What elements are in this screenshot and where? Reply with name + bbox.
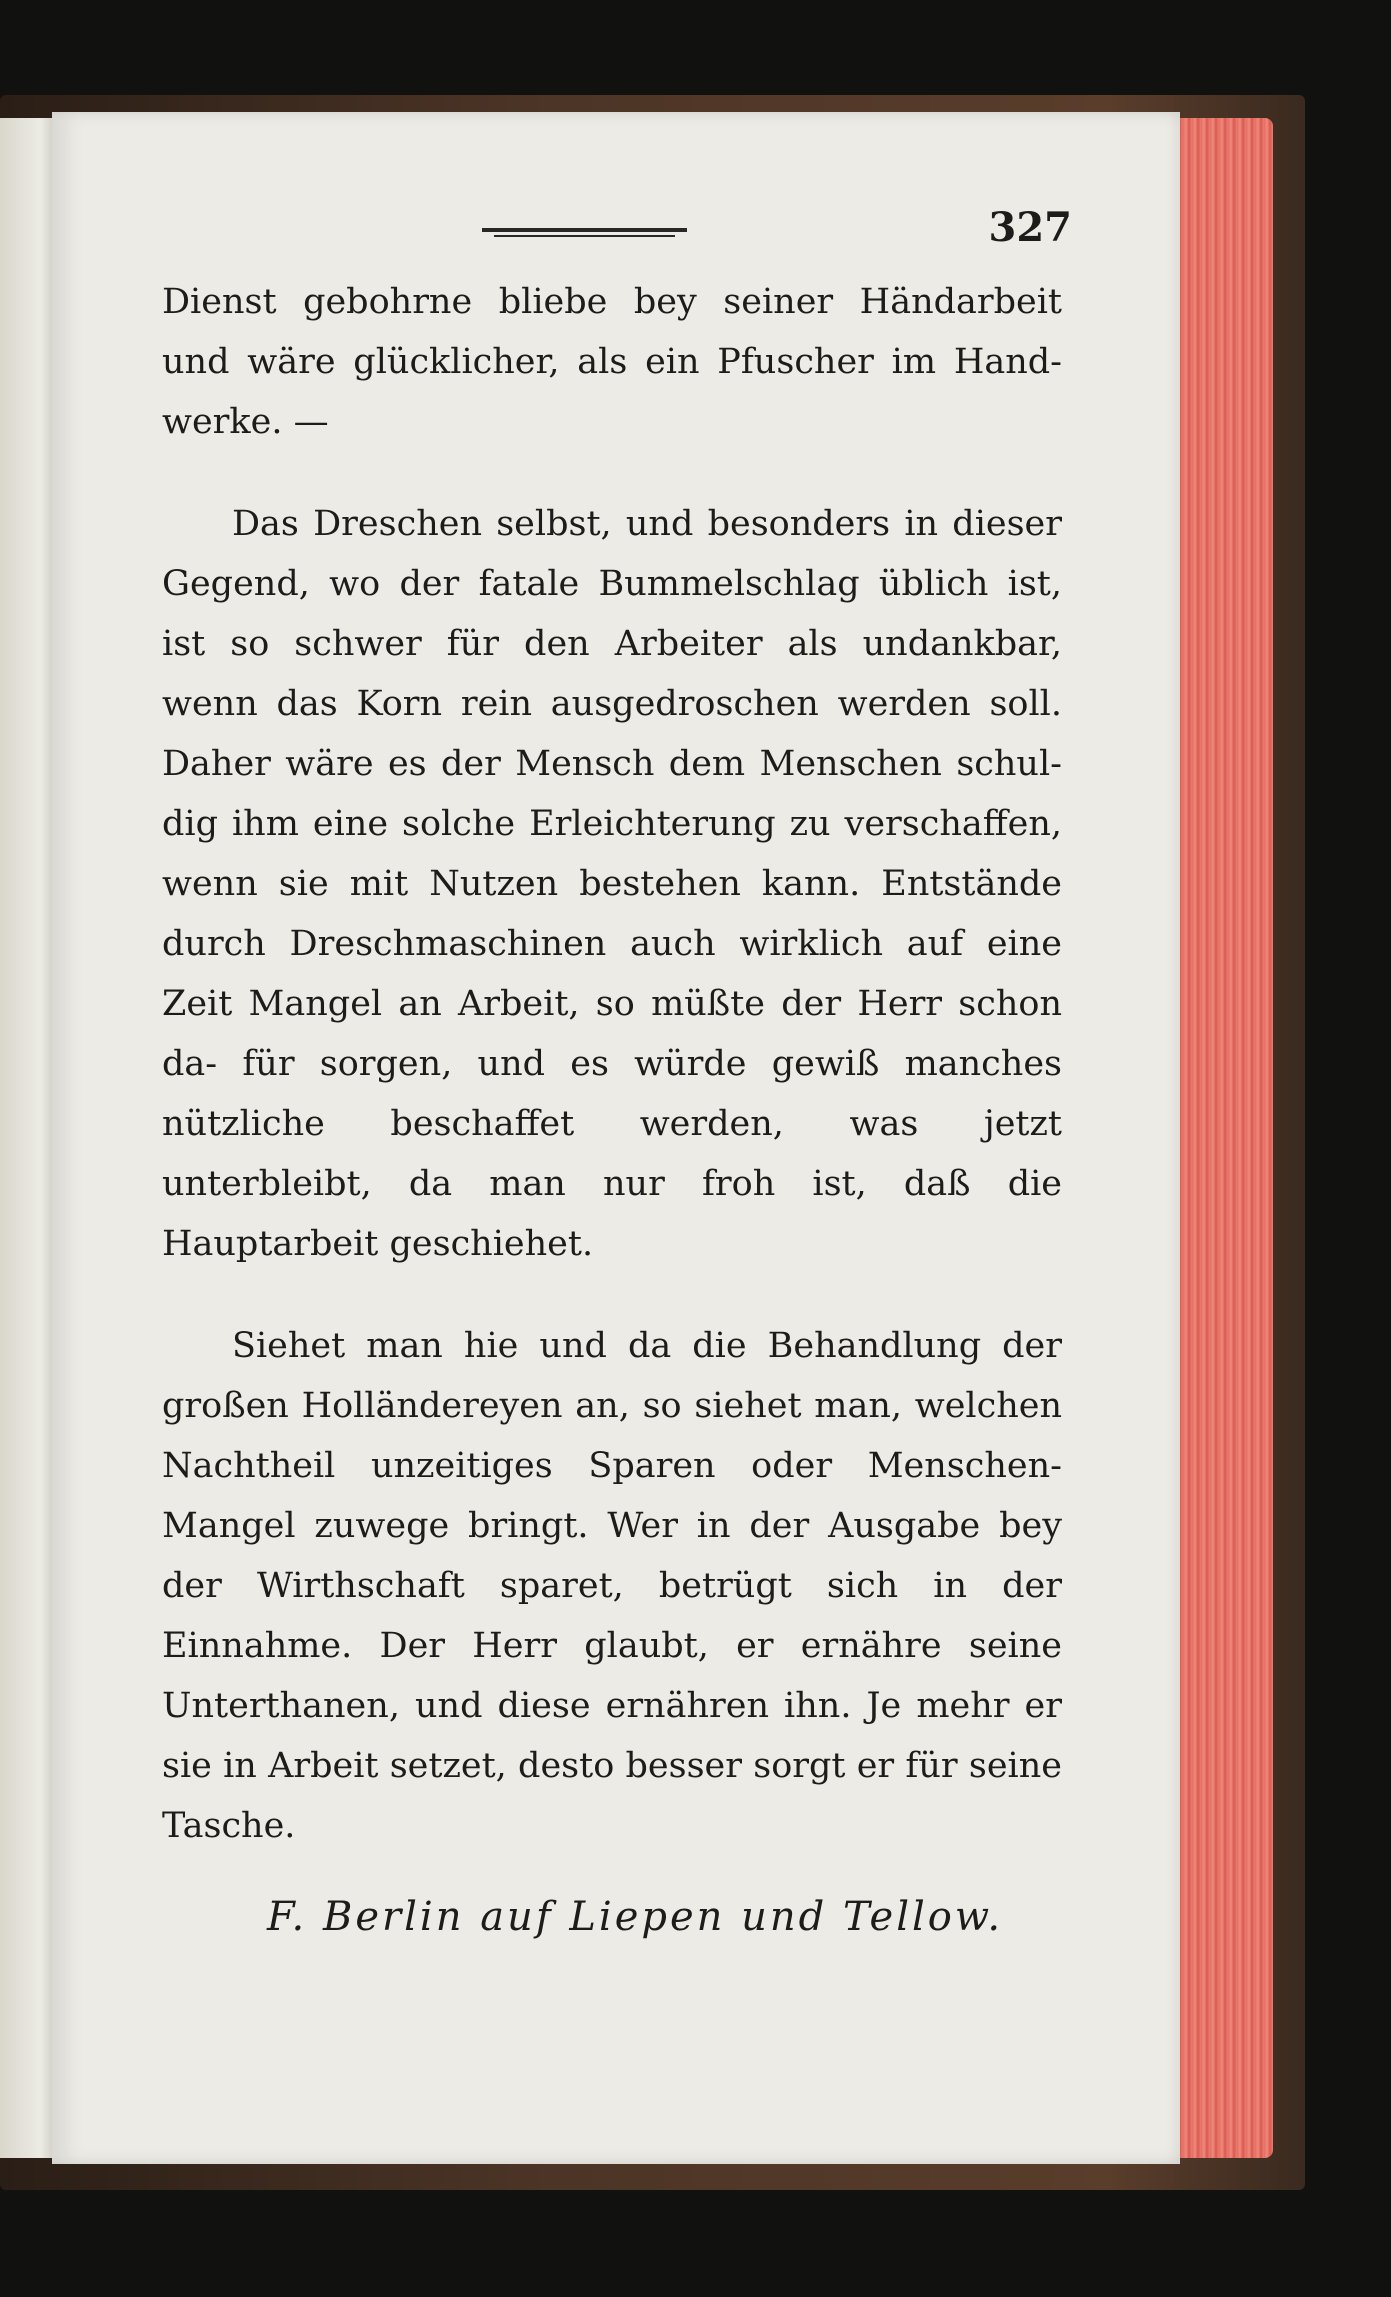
paragraph-1: Dienst gebohrne bliebe bey seiner Händarbeit und wäre glücklicher, als ein Pfuscher im Hand- werke. — [162,282,1062,442]
paragraph-3: Siehet man hie und da die Behandlung der großen Holländereyen an, so siehet man, welchen Nachtheil unzeitiges Sparen oder Menschen- Mangel zuwege bringt. Wer in der Ausgabe bey der Wirthschaft sparet, betrügt sich in der Einnahme. Der Herr glaubt, er ernähre seine Unterthanen, und diese ernähren ihn. Je mehr er sie in Arbeit setzet, desto besser sorgt er für seine Tasche. [162,1326,1062,1846]
red-page-edges [1165,118,1273,2158]
header-rule [482,228,687,238]
paragraph-2: Das Dreschen selbst, und besonders in dieser Gegend, wo der fatale Bummelschlag üblich ist, ist so schwer für den Arbeiter als undankbar, wenn das Korn rein ausgedroschen werden soll. Daher wäre es der Mensch dem Menschen schul- dig ihm eine solche Erleichterung zu verschaffen, wenn sie mit Nutzen bestehen kann. Entstände durch Dreschmaschinen auch wirklich auf eine Zeit Mangel an Arbeit, so müßte der Herr schon da- für sorgen, und es würde gewiß manches nützliche beschaffet werden, was jetzt unterbleibt, da man nur froh ist, daß die Hauptarbeit geschiehet. [162,504,1062,1264]
page-text-block [162,202,1072,1940]
book-page [52,112,1180,2164]
page-header [162,202,1072,272]
page-number: 327 [988,204,1072,251]
left-page-edge [0,118,58,2158]
signature: F. Berlin auf Liepen und Tellow. [267,1894,1004,1940]
